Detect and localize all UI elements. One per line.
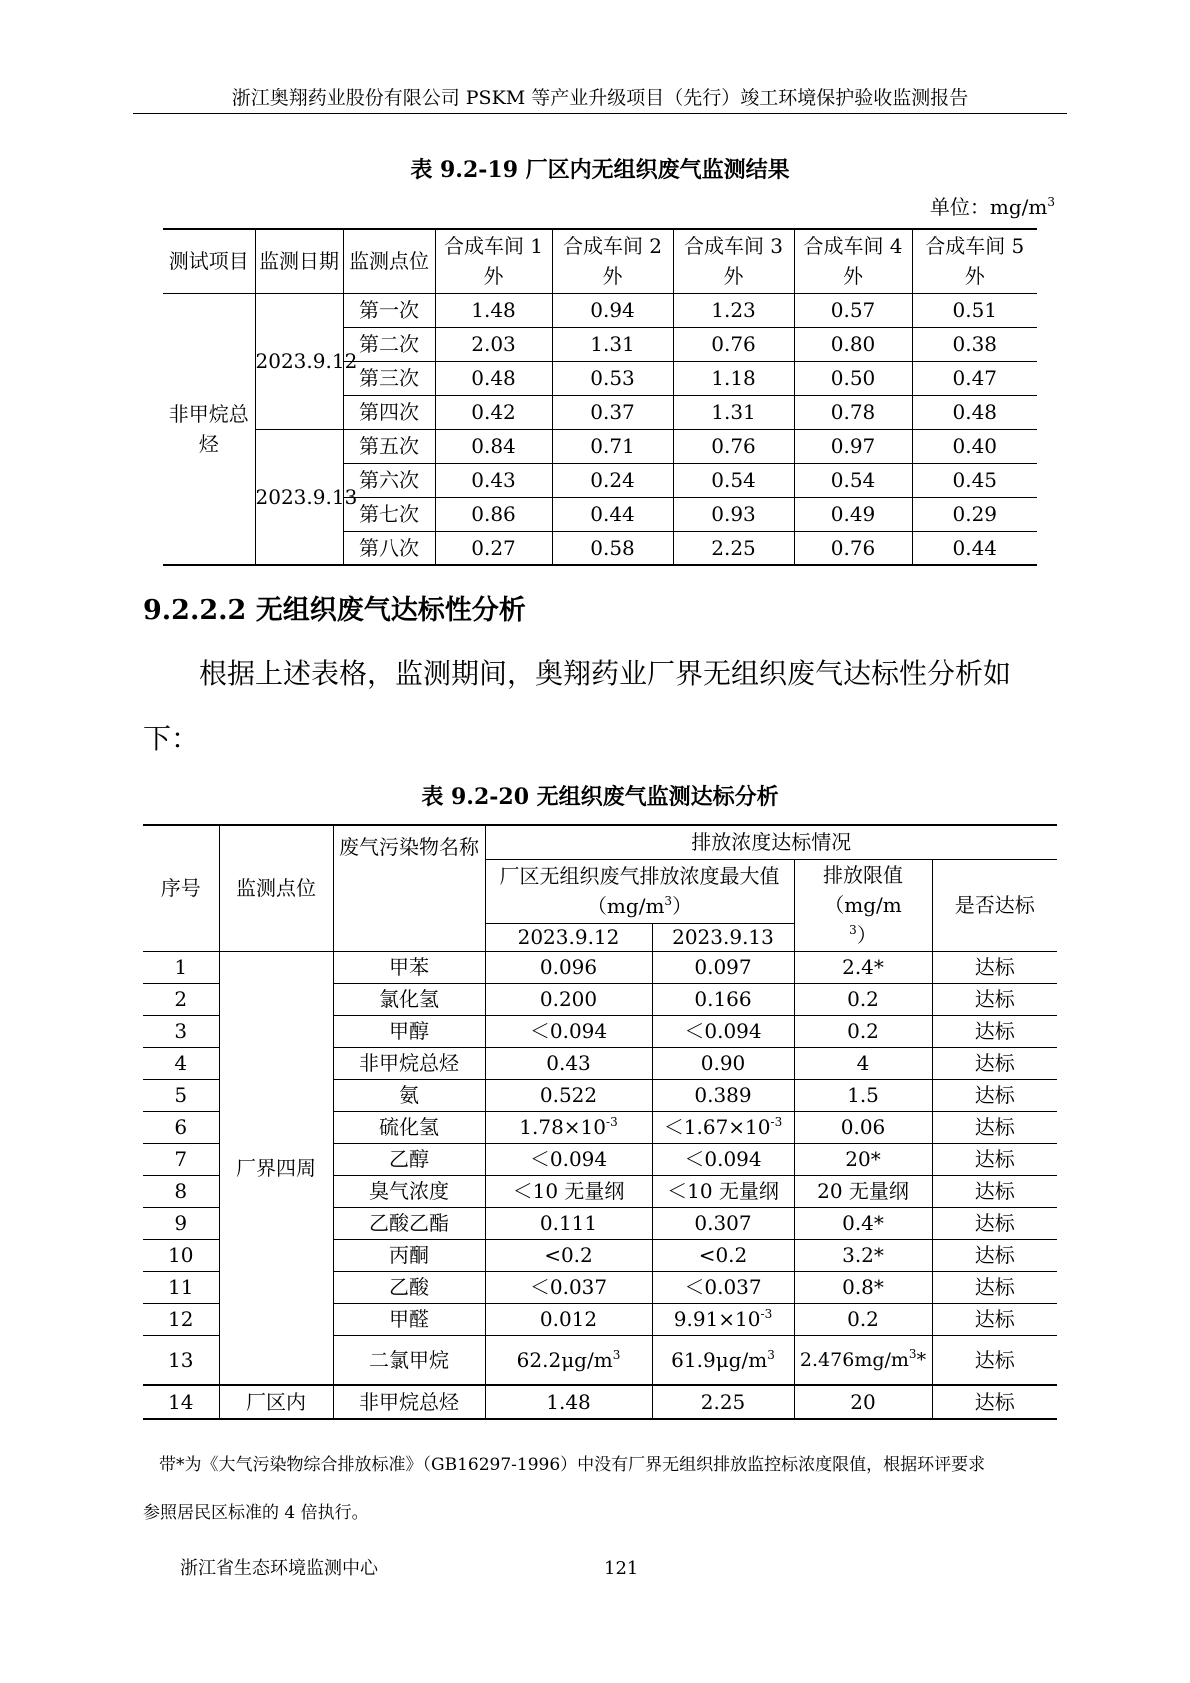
- table2-header-max: 厂区无组织废气排放浓度最大值$(mg/m^3)$: [485, 859, 794, 923]
- table2-pollutant-cell: 二氯甲烷: [333, 1335, 485, 1385]
- table1-value-cell: 1.31: [673, 395, 794, 429]
- body-paragraph-line1: 根据上述表格，监测期间，奥翔药业厂界无组织废气达标性分析如: [199, 657, 1012, 690]
- table2-seq-cell: 9: [143, 1207, 219, 1239]
- table1-value-cell: 0.71: [552, 429, 673, 463]
- table2-pollutant-cell: 乙酸: [333, 1271, 485, 1303]
- table2-d1-cell: <0.2: [485, 1239, 652, 1271]
- table2-pollutant-cell: 氯化氢: [333, 983, 485, 1015]
- table1-value-cell: 0.45: [912, 463, 1037, 497]
- table2-seq-cell: 5: [143, 1079, 219, 1111]
- table1-value-cell: 0.94: [552, 293, 673, 327]
- table1: [163, 228, 1037, 566]
- table2-ok-cell: 达标: [932, 1175, 1057, 1207]
- table2-header-limit: 排放限值（mg/m $^3$）: [794, 859, 932, 951]
- table2-caption: 表 9.2-20 无组织废气监测达标分析: [421, 784, 779, 810]
- table1-value-cell: 0.97: [794, 429, 912, 463]
- table1-value-cell: 0.48: [435, 361, 552, 395]
- table2-ok-cell: 达标: [932, 1335, 1057, 1385]
- table1-point-cell: 第三次: [343, 361, 435, 395]
- table2-d2-cell: ＜0.094: [652, 1015, 794, 1047]
- table1-value-cell: 1.48: [435, 293, 552, 327]
- table1-value-cell: 0.54: [794, 463, 912, 497]
- table1-value-cell: 2.03: [435, 327, 552, 361]
- table2-ok-cell: 达标: [932, 1047, 1057, 1079]
- table1-header-row: [163, 229, 1037, 293]
- table2-d1-cell: 0.111: [485, 1207, 652, 1239]
- table1-point-cell: 第四次: [343, 395, 435, 429]
- table2-d1-cell: 0.43: [485, 1047, 652, 1079]
- table2-pollutant-cell: 臭气浓度: [333, 1175, 485, 1207]
- page-number: 121: [604, 1558, 639, 1579]
- running-header: 浙江奥翔药业股份有限公司 PSKM 等产业升级项目（先行）竣工环境保护验收监测报告: [231, 87, 969, 109]
- table2-d1-cell: 0.096: [485, 951, 652, 983]
- table1-point-cell: 第七次: [343, 497, 435, 531]
- table1-value-cell: 0.80: [794, 327, 912, 361]
- table1-value-cell: 1.18: [673, 361, 794, 395]
- table1-value-cell: 0.51: [912, 293, 1037, 327]
- table2-limit-cell: 2.4*: [794, 951, 932, 983]
- table2-pollutant-cell: 甲醛: [333, 1303, 485, 1335]
- table1-value-cell: 0.44: [912, 531, 1037, 565]
- table2-pollutant-cell: 硫化氢: [333, 1111, 485, 1143]
- table2-limit-cell: 20 无量纲: [794, 1175, 932, 1207]
- table2-seq-cell: 11: [143, 1271, 219, 1303]
- table2-seq-cell: 2: [143, 983, 219, 1015]
- table1-value-cell: 0.78: [794, 395, 912, 429]
- table2-header-ok: 是否达标: [932, 859, 1057, 951]
- table2-point-cell: 厂区内: [219, 1385, 333, 1419]
- table2-ok-cell: 达标: [932, 1015, 1057, 1047]
- section-heading: 9.2.2.2 无组织废气达标性分析: [143, 595, 526, 626]
- table2-limit-cell: 3.2*: [794, 1239, 932, 1271]
- table2-ok-cell: 达标: [932, 983, 1057, 1015]
- table2-d2-cell: ＜10 无量纲: [652, 1175, 794, 1207]
- table2-header-pollutant: 废气污染物名称: [333, 825, 485, 951]
- table2-d1-cell: $62.2\mu g/m^3$: [485, 1335, 652, 1385]
- table2-header-point: 监测点位: [219, 825, 333, 951]
- table1-value-cell: 0.53: [552, 361, 673, 395]
- table1-value-cell: 0.50: [794, 361, 912, 395]
- table2-header-date: 2023.9.12: [485, 923, 652, 951]
- table1-point-cell: 第二次: [343, 327, 435, 361]
- table2-d1-cell: ＜0.037: [485, 1271, 652, 1303]
- table2-pollutant-cell: 乙醇: [333, 1143, 485, 1175]
- table2-limit-cell: 1.5: [794, 1079, 932, 1111]
- table2-limit-cell: 0.8*: [794, 1271, 932, 1303]
- table1-header-cell: 监测日期: [255, 229, 343, 293]
- table1-value-cell: 0.24: [552, 463, 673, 497]
- table1-value-cell: 0.93: [673, 497, 794, 531]
- table2-d2-cell: $<1.67\times 10^{-3}$: [652, 1111, 794, 1143]
- table1-header-cell: 合成车间 4 外: [794, 229, 912, 293]
- table1-value-cell: 0.40: [912, 429, 1037, 463]
- table2-seq-cell: 12: [143, 1303, 219, 1335]
- table2-header-date: 2023.9.13: [652, 923, 794, 951]
- table2-d2-cell: 0.097: [652, 951, 794, 983]
- table2-seq-cell: 13: [143, 1335, 219, 1385]
- table2: [143, 824, 1057, 1420]
- body-paragraph-line2: 下：: [143, 722, 200, 755]
- table1-value-cell: 1.23: [673, 293, 794, 327]
- table2-d2-cell: 0.90: [652, 1047, 794, 1079]
- table1-value-cell: 1.31: [552, 327, 673, 361]
- table1-point-cell: 第八次: [343, 531, 435, 565]
- table1-value-cell: 2.25: [673, 531, 794, 565]
- table1-caption: 表 9.2-19 厂区内无组织废气监测结果: [410, 157, 790, 183]
- table2-d1-cell: ＜0.094: [485, 1015, 652, 1047]
- table2-limit-cell: 0.06: [794, 1111, 932, 1143]
- table1-header-cell: 监测点位: [343, 229, 435, 293]
- table1-value-cell: 0.57: [794, 293, 912, 327]
- table2-header-group: 排放浓度达标情况: [485, 825, 1057, 859]
- table2-ok-cell: 达标: [932, 1143, 1057, 1175]
- table2-d1-cell: ＜0.094: [485, 1143, 652, 1175]
- table1-value-cell: 0.84: [435, 429, 552, 463]
- table2-d2-cell: 0.389: [652, 1079, 794, 1111]
- table2-limit-cell: 20*: [794, 1143, 932, 1175]
- table-row: [143, 1385, 1057, 1419]
- header-rule: [133, 113, 1067, 114]
- table2-pollutant-cell: 甲苯: [333, 951, 485, 983]
- table1-value-cell: 0.27: [435, 531, 552, 565]
- table2-ok-cell: 达标: [932, 1303, 1057, 1335]
- table2-seq-cell: 14: [143, 1385, 219, 1419]
- table2-seq-cell: 3: [143, 1015, 219, 1047]
- table2-header-limit-sup: 3: [849, 923, 857, 937]
- table-row: [163, 429, 1037, 463]
- table2-d2-cell: 0.307: [652, 1207, 794, 1239]
- table1-value-cell: 0.86: [435, 497, 552, 531]
- table1-value-cell: 0.44: [552, 497, 673, 531]
- table2-d2-cell: ＜0.094: [652, 1143, 794, 1175]
- table1-header-cell: 合成车间 2 外: [552, 229, 673, 293]
- table2-d2-cell: $61.9\mu g/m^3$: [652, 1335, 794, 1385]
- table1-point-cell: 第六次: [343, 463, 435, 497]
- table2-ok-cell: 达标: [932, 1111, 1057, 1143]
- table2-d1-cell: 0.012: [485, 1303, 652, 1335]
- table1-value-cell: 0.54: [673, 463, 794, 497]
- table2-point-cell: 厂界四周: [219, 951, 333, 1385]
- table1-date-cell: 2023.9.13: [255, 429, 343, 565]
- table1-header-cell: 合成车间 3 外: [673, 229, 794, 293]
- table2-d1-cell: ＜10 无量纲: [485, 1175, 652, 1207]
- table2-d2-cell: 0.166: [652, 983, 794, 1015]
- footer-organization: 浙江省生态环境监测中心: [180, 1558, 378, 1579]
- table2-ok-cell: 达标: [932, 951, 1057, 983]
- table1-header-cell: 合成车间 1 外: [435, 229, 552, 293]
- table1-value-cell: 0.48: [912, 395, 1037, 429]
- table2-seq-cell: 8: [143, 1175, 219, 1207]
- table2-d1-cell: 1.48: [485, 1385, 652, 1419]
- table2-pollutant-cell: 丙酮: [333, 1239, 485, 1271]
- table2-ok-cell: 达标: [932, 1079, 1057, 1111]
- table2-d2-cell: $9.91\times 10^{-3}$: [652, 1303, 794, 1335]
- table2-limit-cell: 0.2: [794, 983, 932, 1015]
- table1-header-cell: 测试项目: [163, 229, 255, 293]
- table2-limit-cell: 4: [794, 1047, 932, 1079]
- table2-limit-cell: 0.4*: [794, 1207, 932, 1239]
- table2-seq-cell: 7: [143, 1143, 219, 1175]
- table1-date-cell: 2023.9.12: [255, 293, 343, 429]
- table1-value-cell: 0.29: [912, 497, 1037, 531]
- table2-pollutant-cell: 氨: [333, 1079, 485, 1111]
- table2-d2-cell: ＜0.037: [652, 1271, 794, 1303]
- table2-header-row: [143, 825, 1057, 859]
- table2-d1-cell: 0.522: [485, 1079, 652, 1111]
- table2-seq-cell: 10: [143, 1239, 219, 1271]
- table2-ok-cell: 达标: [932, 1239, 1057, 1271]
- table1-value-cell: 0.38: [912, 327, 1037, 361]
- table1-point-cell: 第五次: [343, 429, 435, 463]
- table2-seq-cell: 1: [143, 951, 219, 983]
- table-row: [163, 293, 1037, 327]
- table2-seq-cell: 4: [143, 1047, 219, 1079]
- table2-pollutant-cell: 非甲烷总烃: [333, 1047, 485, 1079]
- table1-item-cell: 非甲烷总烃: [163, 293, 255, 565]
- table2-limit-cell: 0.2: [794, 1015, 932, 1047]
- table1-value-cell: 0.76: [794, 531, 912, 565]
- table-note-line1: 带*为《大气污染物综合排放标准》（GB16297-1996）中没有厂界无组织排放监控标浓度限值，根据环评要求: [159, 1455, 986, 1475]
- table2-pollutant-cell: 乙酸乙酯: [333, 1207, 485, 1239]
- table2-d1-cell: 0.200: [485, 983, 652, 1015]
- table2-header-limit-end: ）: [856, 923, 877, 947]
- table1-header-cell: 合成车间 5 外: [912, 229, 1037, 293]
- table1-value-cell: 0.58: [552, 531, 673, 565]
- table2-d1-cell: $1.78\times 10^{-3}$: [485, 1111, 652, 1143]
- table-note-line2: 参照居民区标准的 4 倍执行。: [143, 1503, 369, 1523]
- table1-value-cell: 0.42: [435, 395, 552, 429]
- table2-seq-cell: 6: [143, 1111, 219, 1143]
- table2-pollutant-cell: 非甲烷总烃: [333, 1385, 485, 1419]
- table1-point-cell: 第一次: [343, 293, 435, 327]
- table1-value-cell: 0.76: [673, 429, 794, 463]
- table2-pollutant-cell: 甲醇: [333, 1015, 485, 1047]
- table1-value-cell: 0.76: [673, 327, 794, 361]
- table2-limit-cell: 0.2: [794, 1303, 932, 1335]
- table2-limit-cell: $2.476mg/m^3*$: [794, 1335, 932, 1385]
- table1-value-cell: 0.43: [435, 463, 552, 497]
- table1-value-cell: 0.47: [912, 361, 1037, 395]
- table-row: [143, 951, 1057, 983]
- table1-value-cell: 0.49: [794, 497, 912, 531]
- table2-ok-cell: 达标: [932, 1271, 1057, 1303]
- table2-d2-cell: 2.25: [652, 1385, 794, 1419]
- table2-ok-cell: 达标: [932, 1207, 1057, 1239]
- table2-limit-cell: 20: [794, 1385, 932, 1419]
- table2-d2-cell: <0.2: [652, 1239, 794, 1271]
- table2-ok-cell: 达标: [932, 1385, 1057, 1419]
- table1-unit: 单位：$mg/m^3$: [929, 195, 1055, 219]
- table2-header-seq: 序号: [143, 825, 219, 951]
- table1-value-cell: 0.37: [552, 395, 673, 429]
